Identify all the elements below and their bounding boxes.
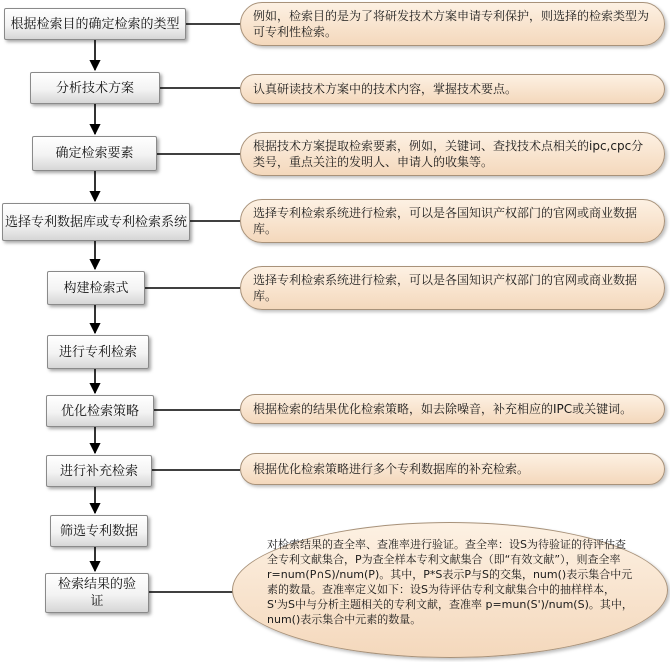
step-determine-search-elements: 确定检索要素 — [32, 136, 157, 171]
note-analyze-solution: 认真研读技术方案中的技术内容，掌握技术要点。 — [240, 74, 665, 104]
note-search-type: 例如，检索目的是为了将研发技术方案申请专利保护，则选择的检索类型为可专利性检索。 — [240, 2, 665, 46]
step-build-search-query: 构建检索式 — [47, 271, 145, 305]
step-verify-search-results: 检索结果的验证 — [45, 573, 149, 613]
step-run-patent-search: 进行专利检索 — [47, 335, 149, 369]
note-search-elements: 根据技术方案提取检索要素，例如，关键词、查找技术点相关的ipc,cpc分类号，重点关注的发明人、申请人的收集等。 — [240, 132, 665, 176]
note-result-verification: 对检索结果的查全率、查准率进行验证。查全率：设S为待验证的待评估查全专利文献集合，P为查全样本专利文献集合（即“有效文献”），则查全率r=num(P∩S)/num(P)。其中，P*S表示P与S的交集，num()表示集合中元素的数量。查准率定义如下：设S为待评估专利文献集合中的抽样样本，S'为S中与分析主题相关的专利文献，查准率 p=mun(S')/num(S)。其中，num()表示集合中元素的数量。 — [232, 522, 668, 658]
step-supplementary-search: 进行补充检索 — [46, 455, 152, 487]
note-build-query: 选择专利检索系统进行检索，可以是各国知识产权部门的官网或商业数据库。 — [240, 266, 665, 310]
step-optimize-search-strategy: 优化检索策略 — [46, 395, 154, 427]
note-links — [145, 24, 255, 592]
note-optimize-strategy: 根据检索的结果优化检索策略，如去除噪音，补充相应的IPC或关键词。 — [240, 394, 665, 424]
note-select-database: 选择专利检索系统进行检索，可以是各国知识产权部门的官网或商业数据库。 — [240, 199, 665, 243]
note-supplementary-search: 根据优化检索策略进行多个专利数据库的补充检索。 — [240, 453, 665, 485]
step-determine-search-type: 根据检索目的确定检索的类型 — [4, 8, 186, 40]
step-filter-patent-data: 筛选专利数据 — [50, 515, 148, 547]
step-analyze-technical-solution: 分析技术方案 — [30, 72, 160, 104]
step-select-patent-database: 选择专利数据库或专利检索系统 — [2, 203, 190, 241]
